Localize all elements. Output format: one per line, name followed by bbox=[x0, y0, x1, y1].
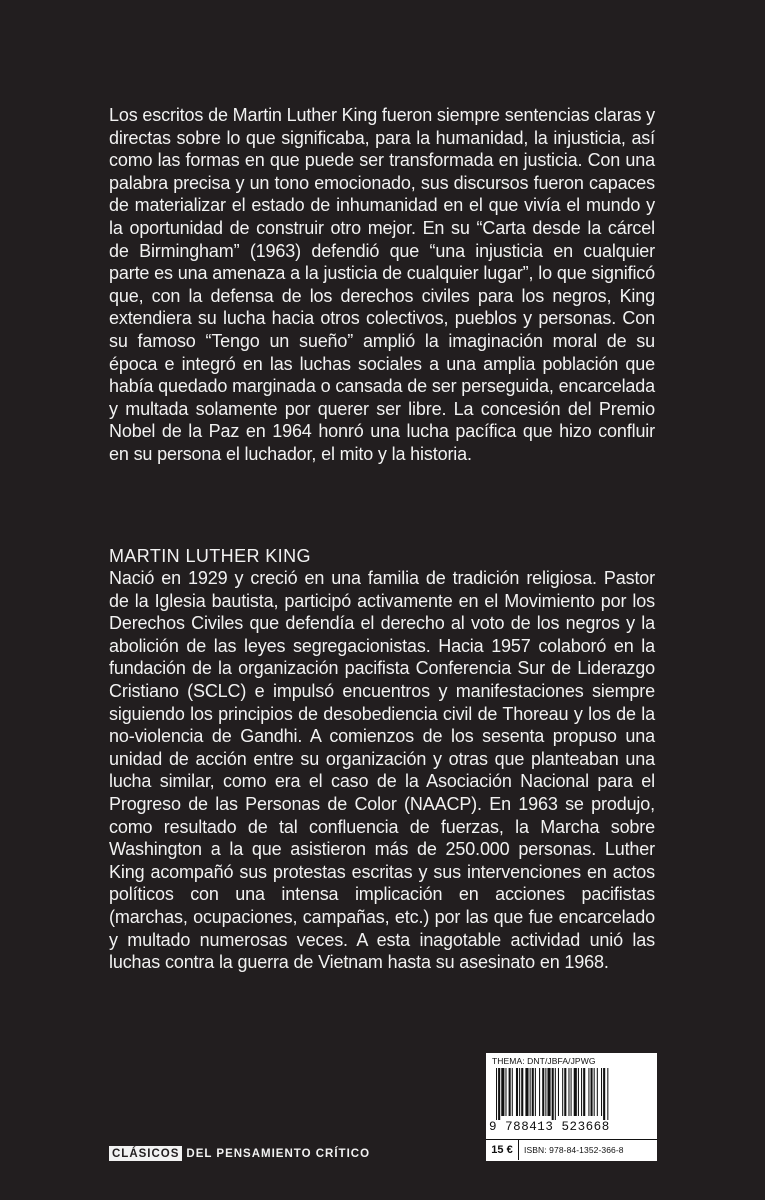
barcode-bar bbox=[498, 1068, 500, 1120]
barcode-bar bbox=[519, 1068, 520, 1116]
barcode-bar bbox=[535, 1068, 536, 1116]
barcode-bar bbox=[516, 1068, 518, 1116]
barcode-bar bbox=[571, 1068, 572, 1116]
barcode-bar bbox=[542, 1068, 544, 1116]
barcode-bar bbox=[568, 1068, 569, 1116]
barcode-bar bbox=[521, 1068, 523, 1116]
barcode-bar bbox=[583, 1068, 585, 1116]
barcode-bar bbox=[601, 1068, 602, 1116]
author-bio-paragraph: Nació en 1929 y creció en una familia de tradición religiosa. Pastor de la Iglesia bautista, participó activamente en el Movimiento por los Derechos Civiles que defendía el derecho al voto de los negros y la abolición de las leyes segregacionistas. Hacia 1957 colaboró en la fundación de la organización pacifista Conferencia Sur de Liderazgo Cristiano (SCLC) e impulsó encuentros y manifestaciones siempre siguiendo los principios de desobediencia civil de Thoreau y los de la no-violencia de Gandhi. A comienzos de los sesenta propuso una unidad de acción entre su organización y otras que planteaban una lucha similar, como era el caso de la Asociación Nacional para el Progreso de las Personas de Color (NAACP). En 1963 se produjo, como resultado de tal confluencia de fuerzas, la Marcha sobre Washington a la que asistieron más de 250.000 personas. Luther King acompañó sus protestas escritas y sus intervenciones en actos políticos con una intensa implicación en acciones pacifistas (marchas, ocupaciones, campañas, etc.) por las que fue encarcelado y multado numerosas veces. A esta inagotable actividad unió las luchas contra la guerra de Vietnam hasta su asesinato en 1968. bbox=[109, 568, 655, 973]
barcode-bar bbox=[603, 1068, 605, 1120]
barcode-bar bbox=[496, 1068, 497, 1120]
blurb-paragraph: Los escritos de Martin Luther King fueron siempre sentencias claras y directas sobre lo que significaba, para la humanidad, la injusticia, así como las formas en que puede ser transformada en justicia. Con una palabra precisa y un tono emocionado, sus discursos fueron capaces de materializar el estado de inhumanidad en el que vivía el mundo y la oportunidad de construir otro mejor. En su “Carta desde la cárcel de Birmingham” (1963) defendió que “una injusticia en cualquier parte es una amenaza a la justicia de cualquier lugar”, lo que significó que, con la defensa de los derechos civiles para los negros, King extendiera su lucha hacia otros colectivos, pueblos y personas. Con su famoso “Tengo un sueño” amplió la imaginación moral de su época e integró en las luchas sociales a una amplia población que había quedado marginada o cansada de ser perseguida, encarcelada y multada solamente por querer ser libre. La concesión del Premio Nobel de la Paz en 1964 honró una lucha pacífica que hizo confluir en su persona el luchador, el mito y la historia. bbox=[109, 105, 655, 464]
barcode-bar bbox=[525, 1068, 528, 1116]
barcode-bar bbox=[597, 1068, 598, 1116]
barcode-bar bbox=[564, 1068, 566, 1116]
barcode-bar bbox=[581, 1068, 582, 1116]
thema-code: THEMA: DNT/JBFA/JPWG bbox=[492, 1056, 596, 1066]
series-name: DEL PENSAMIENTO CRÍTICO bbox=[186, 1147, 371, 1160]
barcode-bar bbox=[505, 1068, 506, 1116]
barcode-digits: 9 788413 523668 bbox=[489, 1120, 610, 1134]
barcode-bar bbox=[555, 1068, 556, 1120]
barcode-bar bbox=[545, 1068, 546, 1116]
series-tag: CLÁSICOS bbox=[109, 1146, 182, 1161]
barcode-box bbox=[486, 1053, 657, 1161]
barcode-icon bbox=[496, 1068, 648, 1120]
barcode-bar bbox=[530, 1068, 531, 1116]
barcode-bar bbox=[512, 1068, 513, 1116]
barcode-bar bbox=[607, 1068, 608, 1120]
barcode-bar bbox=[552, 1068, 554, 1120]
barcode-bar bbox=[532, 1068, 534, 1116]
barcode-bar bbox=[578, 1068, 579, 1116]
barcode-bar bbox=[558, 1068, 559, 1116]
isbn-number: ISBN: 978-84-1352-366-8 bbox=[524, 1145, 624, 1155]
barcode-bar bbox=[547, 1068, 550, 1116]
barcode-bar bbox=[574, 1068, 577, 1116]
barcode-bar bbox=[509, 1068, 511, 1116]
price: 15 € bbox=[486, 1140, 519, 1160]
barcode-bar bbox=[588, 1068, 589, 1116]
barcode-bar bbox=[501, 1068, 504, 1116]
barcode-bar bbox=[562, 1068, 563, 1116]
series-logo bbox=[109, 1146, 370, 1161]
barcode-bar bbox=[539, 1068, 540, 1116]
barcode-bar bbox=[594, 1068, 595, 1116]
barcode-bar bbox=[591, 1068, 593, 1116]
price-row bbox=[486, 1139, 657, 1160]
author-heading: MARTIN LUTHER KING bbox=[109, 546, 311, 566]
